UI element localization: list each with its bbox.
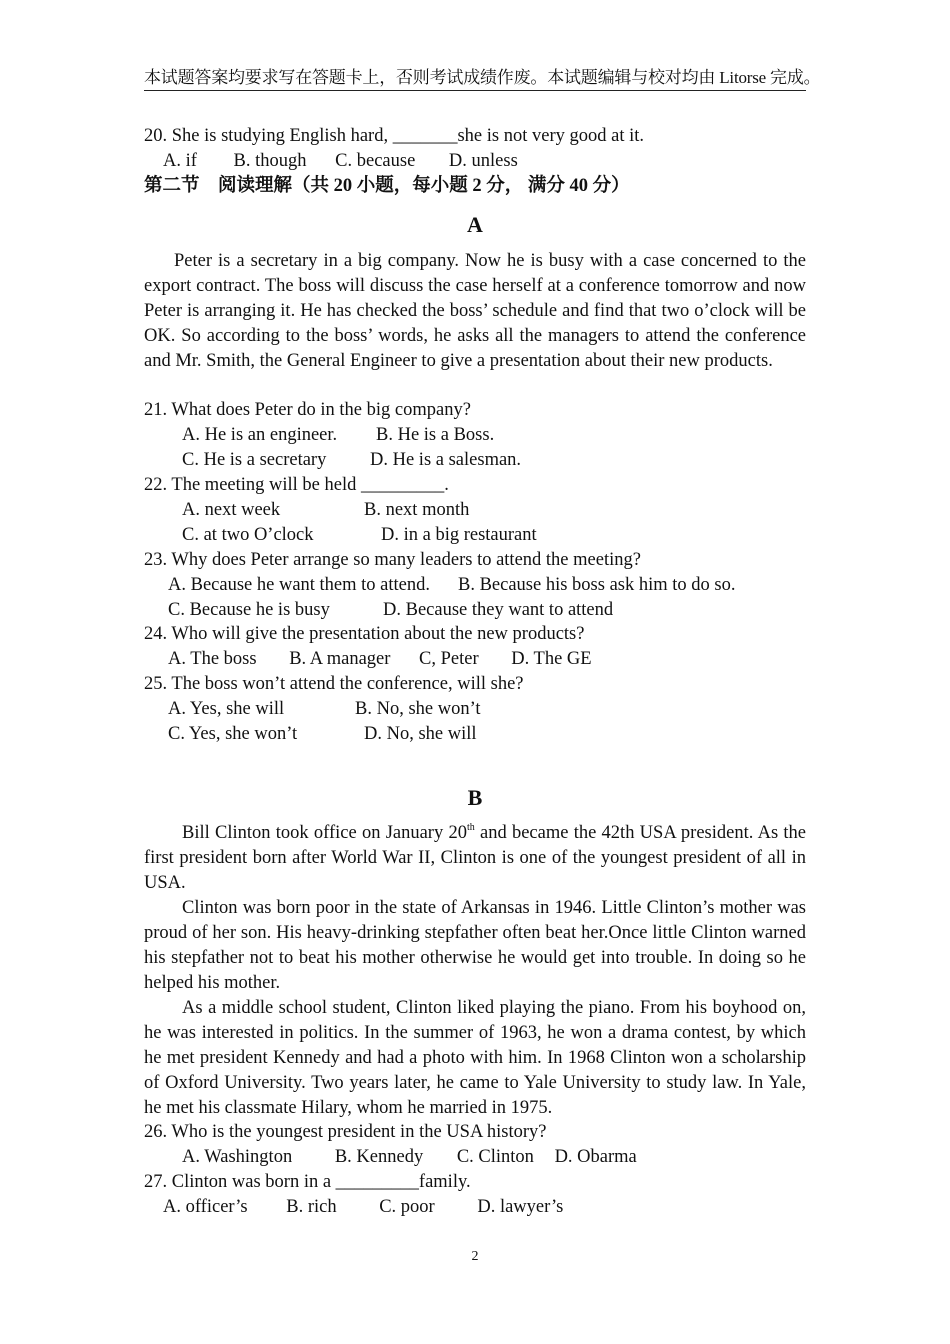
page-header-notice: 本试题答案均要求写在答题卡上，否则考试成绩作废。本试题编辑与校对均由 Litorse 完成。 (144, 66, 806, 91)
page-number: 2 (471, 1249, 479, 1264)
question-22-stem: 22. The meeting will be held _________. (144, 475, 449, 495)
q26-option-d: D. Obarma (554, 1147, 637, 1167)
question-25-stem: 25. The boss won’t attend the conference, will she? (144, 674, 524, 694)
question-27-options (163, 1195, 563, 1220)
q23-option-b: B. Because his boss ask him to do so. (458, 575, 736, 595)
q23-option-a: A. Because he want them to attend. (168, 575, 430, 595)
question-21-stem: 21. What does Peter do in the big company? (144, 400, 471, 420)
q27-option-b: B. rich (286, 1197, 337, 1217)
passage-b-p1-start: Bill Clinton took office on January 20 (182, 823, 467, 843)
q20-option-d: D. unless (448, 151, 518, 171)
q20-option-b: B. though (233, 151, 307, 171)
passage-b-p1-end: and became the 42th USA president. As the first president born after World War II, Clinton is one of the youngest president of all in USA. (144, 823, 806, 893)
question-27-stem: 27. Clinton was born in a _________family. (144, 1172, 471, 1192)
passage-a-text (144, 249, 806, 374)
passage-b-paragraph-1 (144, 821, 806, 896)
passage-b-p3-text: As a middle school student, Clinton liked playing the piano. From his boyhood on, he was interested in politics. In the summer of 1963, he won a drama contest, by which he met president Kennedy and had a photo with him. In 1968 Clinton won a scholarship of Oxford University. Two years later, he came to Yale University to study law. In Yale, he met his classmate Hilary, whom he married in 1975. (144, 998, 806, 1118)
q25-option-b: B. No, she won’t (355, 699, 481, 719)
q22-option-c: C. at two O’clock (182, 525, 314, 545)
q25-option-d: D. No, she will (364, 724, 477, 744)
q24-option-c: C, Peter (419, 649, 479, 669)
question-23-stem: 23. Why does Peter arrange so many leaders to attend the meeting? (144, 550, 641, 570)
q20-option-c: C. because (335, 151, 416, 171)
q21-option-d: D. He is a salesman. (370, 450, 522, 470)
question-26-options (182, 1145, 637, 1170)
q23-option-c: C. Because he is busy (168, 600, 330, 620)
section-title: 第二节 阅读理解（共 20 小题，每小题 2 分， 满分 40 分） (144, 176, 630, 196)
question-20-options (163, 149, 518, 174)
passage-b-paragraph-3 (144, 996, 806, 1121)
q21-option-a: A. He is an engineer. (182, 425, 338, 445)
q27-option-d: D. lawyer’s (477, 1197, 564, 1217)
question-24-stem: 24. Who will give the presentation about the new products? (144, 624, 585, 644)
passage-b-p2-text: Clinton was born poor in the state of Arkansas in 1946. Little Clinton’s mother was proud of her son. His heavy-drinking stepfather often beat her.Once little Clinton warned his stepfather not to beat his mother otherwise he would get into trouble. In doing so he helped his mother. (144, 898, 806, 993)
question-26-stem: 26. Who is the youngest president in the USA history? (144, 1122, 547, 1142)
passage-b-paragraph-2 (144, 896, 806, 996)
q27-option-a: A. officer’s (163, 1197, 248, 1217)
q20-option-a: A. if (163, 151, 197, 171)
q22-option-d: D. in a big restaurant (381, 525, 537, 545)
q25-option-a: A. Yes, she will (168, 699, 285, 719)
q24-option-d: D. The GE (511, 649, 592, 669)
question-24-options (168, 647, 592, 672)
q25-option-c: C. Yes, she won’t (168, 724, 298, 744)
q27-option-c: C. poor (379, 1197, 435, 1217)
q26-option-a: A. Washington (182, 1147, 293, 1167)
q24-option-a: A. The boss (168, 649, 257, 669)
q21-option-c: C. He is a secretary (182, 450, 327, 470)
q22-option-b: B. next month (364, 500, 470, 520)
q22-option-a: A. next week (182, 500, 281, 520)
passage-a-letter: A (467, 212, 483, 237)
passage-b-letter: B (467, 785, 483, 810)
q24-option-b: B. A manager (289, 649, 391, 669)
q26-option-c: C. Clinton (456, 1147, 534, 1167)
q26-option-b: B. Kennedy (334, 1147, 424, 1167)
question-20-stem: 20. She is studying English hard, _______she is not very good at it. (144, 126, 644, 146)
superscript-th: th (466, 822, 475, 833)
passage-a-body: Peter is a secretary in a big company. Now he is busy with a case concerned to the export contract. The boss will discuss the case herself at a conference tomorrow and now Peter is arranging it. He has checked the boss’ schedule and find that two o’clock will be OK. So according to the boss’ words, he asks all the managers to attend the conference and Mr. Smith, the General Engineer to give a presentation about their new products. (144, 251, 806, 371)
q23-option-d: D. Because they want to attend (383, 600, 614, 620)
q21-option-b: B. He is a Boss. (376, 425, 495, 445)
